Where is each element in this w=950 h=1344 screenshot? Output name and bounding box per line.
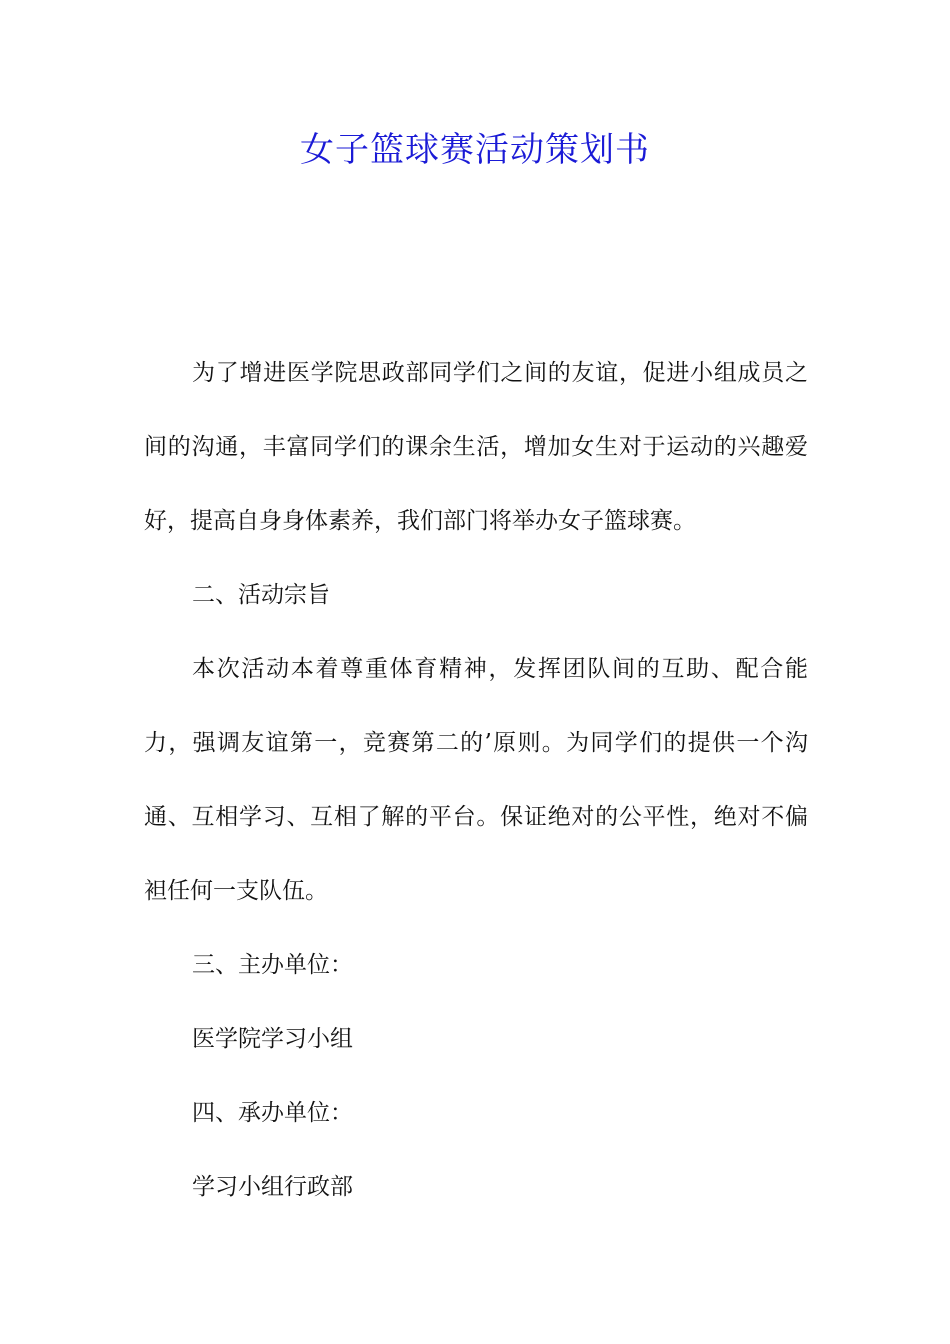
section-heading-organizer: 三、主办单位： <box>192 952 353 978</box>
intro-paragraph: 为了增进医学院思政部同学们之间的友谊，促进小组成员之间的沟通，丰富同学们的课余生活，增加女生对于运动的兴趣爱好，提高自身身体素养，我们部门将举办女子篮球赛。 <box>144 360 808 534</box>
document-title: 女子篮球赛活动策划书 <box>300 130 650 170</box>
organizer-name: 医学院学习小组 <box>192 1026 353 1052</box>
host-name: 学习小组行政部 <box>192 1174 353 1200</box>
purpose-paragraph: 本次活动本着尊重体育精神，发挥团队间的互助、配合能力，强调友谊第一，竞赛第二的’原则。为同学们的提供一个沟通、互相学习、互相了解的平台。保证绝对的公平性，绝对不偏袒任何一支队伍。 <box>144 656 808 904</box>
document-body <box>144 336 808 1224</box>
section-heading-host: 四、承办单位： <box>192 1100 353 1126</box>
section-heading-purpose: 二、活动宗旨 <box>192 582 330 608</box>
